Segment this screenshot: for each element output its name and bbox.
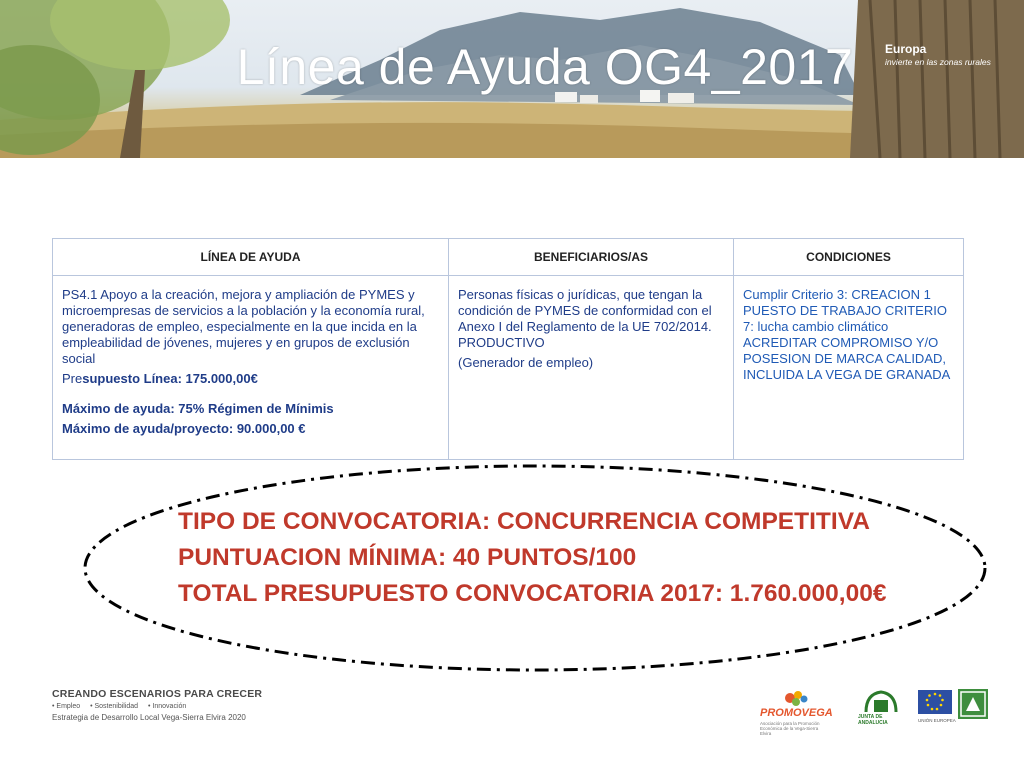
- footer-branding: [52, 688, 262, 722]
- footer-value: • Sostenibilidad: [90, 703, 139, 710]
- table-header-row: [53, 239, 964, 276]
- linea-description: PS4.1 Apoyo a la creación, mejora y ampliación de PYMES y microempresas de servicios a la población y la economía rural, generadoras de empleo, especialmente en la que incida en la empleabilidad de jóvenes, mujeres y en grupos de exclusión social: [62, 287, 425, 366]
- linea-maximo-ayuda: Máximo de ayuda: 75% Régimen de Mínimis: [62, 401, 334, 416]
- junta-andalucia-logo: [852, 688, 910, 728]
- promovega-logo: [760, 688, 840, 736]
- beneficiarios-extra: (Generador de empleo): [458, 355, 594, 370]
- footer-slogan: CREANDO ESCENARIOS PARA CRECER: [52, 688, 263, 700]
- footer-values: [52, 703, 262, 710]
- header-condiciones: CONDICIONES: [734, 239, 964, 276]
- europa-label: Europa: [885, 42, 927, 56]
- cell-beneficiarios: [449, 276, 734, 460]
- linea-presupuesto: Presupuesto Línea: 175.000,00€: [62, 371, 258, 386]
- eu-label: UNIÓN EUROPEA: [918, 718, 956, 723]
- eu-stars-icon: [918, 690, 952, 714]
- cell-condiciones: [734, 276, 964, 460]
- summary-presupuesto: TOTAL PRESUPUESTO CONVOCATORIA 2017: 1.760.000,00€: [178, 580, 887, 607]
- aid-table: [52, 238, 964, 460]
- footer-strategy: Estrategia de Desarrollo Local Vega-Sierra Elvira 2020: [52, 713, 246, 722]
- cell-linea: [53, 276, 449, 460]
- convocatoria-summary: [178, 504, 887, 612]
- junta-name: JUNTA DE ANDALUCIA: [858, 714, 888, 726]
- junta-emblem-icon: [852, 688, 910, 714]
- header-beneficiarios: BENEFICIARIOS/AS: [449, 239, 734, 276]
- linea-maximo-proyecto: Máximo de ayuda/proyecto: 90.000,00 €: [62, 421, 306, 436]
- leader-star-icon: [958, 689, 988, 719]
- promovega-flower-icon: [760, 688, 840, 708]
- leader-logo-icon: [958, 689, 988, 719]
- footer-value: • Innovación: [148, 703, 187, 710]
- header-linea: LÍNEA DE AYUDA: [53, 239, 449, 276]
- page-title: Línea de Ayuda OG4_2017: [236, 39, 854, 95]
- promovega-name: PROMOVEGA: [760, 707, 833, 719]
- europa-logo: [885, 42, 991, 67]
- table-row: [53, 276, 964, 460]
- promovega-subtitle: Asociación para la Promoción Económica de la Vega-Sierra Elvira: [760, 721, 820, 736]
- summary-puntuacion: PUNTUACION MÍNIMA: 40 PUNTOS/100: [178, 544, 637, 571]
- europa-tagline: invierte en las zonas rurales: [885, 57, 991, 67]
- footer-value: • Empleo: [52, 703, 81, 710]
- header-banner: [0, 0, 1024, 158]
- condiciones-text: Cumplir Criterio 3: CREACION 1 PUESTO DE TRABAJO CRITERIO 7: lucha cambio climático ACREDITAR COMPROMISO Y/O POSESION DE MARCA CALIDAD, INCLUIDA LA VEGA DE GRANADA: [743, 287, 951, 382]
- eu-flag-icon: [918, 690, 952, 714]
- summary-tipo: TIPO DE CONVOCATORIA: CONCURRENCIA COMPETITIVA: [178, 508, 870, 535]
- beneficiarios-text: Personas físicas o jurídicas, que tengan la condición de PYMES de conformidad con el Anexo I del Reglamento de la UE 702/2014. PRODUCTIVO: [458, 287, 712, 350]
